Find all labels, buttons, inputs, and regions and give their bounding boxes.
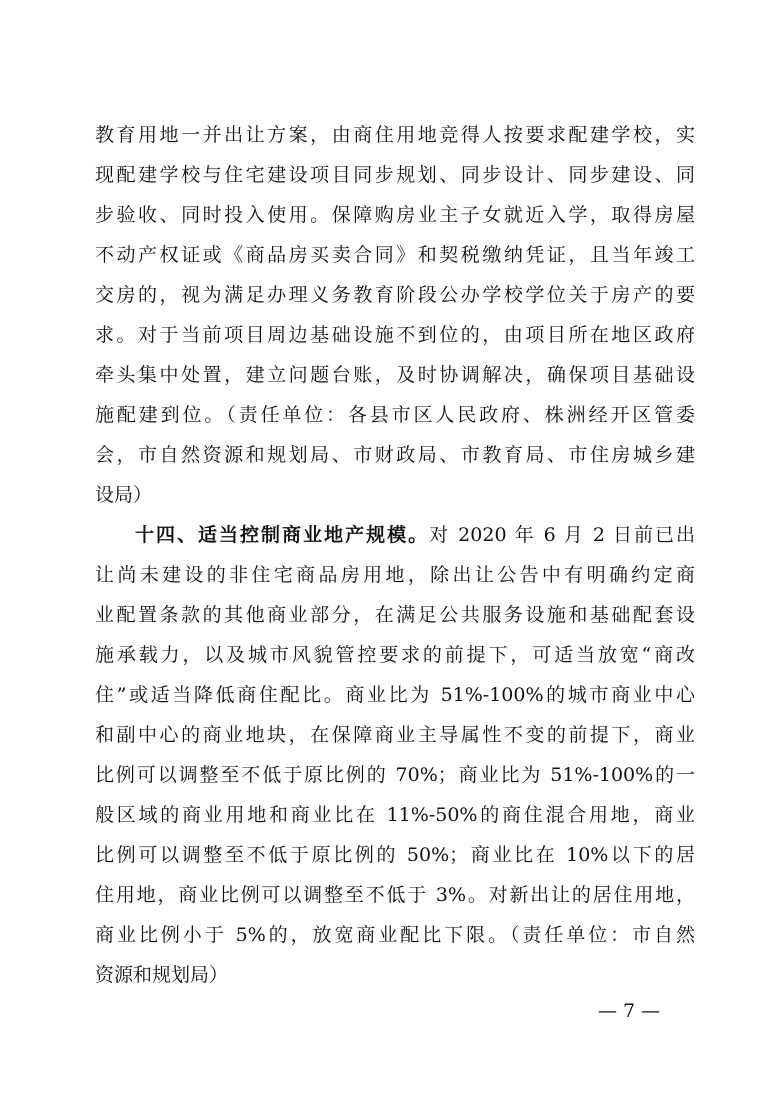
text-line: 牵头集中处置，建立问题台账，及时协调解决，确保项目基础设 [95,364,695,386]
text-line: 般区域的商业用地和商业比在 11%-50%的商住混合用地，商业 [95,804,695,826]
text-line: 商业比例小于 5%的，放宽商业配比下限。（责任单位：市自然 [95,924,695,946]
text-line: 让尚未建设的非住宅商品房用地，除出让公告中有明确约定商 [95,564,695,586]
text-line: 住”或适当降低商住配比。商业比为 51%-100%的城市商业中心 [95,684,695,706]
text-line: 步验收、同时投入使用。保障购房业主子女就近入学，取得房屋 [95,204,695,226]
text-line: 比例可以调整至不低于原比例的 70%；商业比为 51%-100%的一 [95,764,695,786]
text-line: 和副中心的商业地块，在保障商业主导属性不变的前提下，商业 [95,724,695,746]
text-line: 会，市自然资源和规划局、市财政局、市教育局、市住房城乡建 [95,444,695,466]
text-line: 业配置条款的其他商业部分，在满足公共服务设施和基础配套设 [95,604,695,626]
text-line: 求。对于当前项目周边基础设施不到位的，由项目所在地区政府 [95,324,695,346]
text-line: 住用地，商业比例可以调整至不低于 3%。对新出让的居住用地， [95,884,695,906]
text-line: 交房的，视为满足办理义务教育阶段公办学校学位关于房产的要 [95,284,695,306]
text-line: 设局） [95,484,153,506]
body-text [95,115,695,995]
text-line: 不动产权证或《商品房买卖合同》和契税缴纳凭证，且当年竣工 [95,244,695,266]
page-number: — 7 — [598,1000,661,1022]
text-line: 施配建到位。（责任单位：各县市区人民政府、株洲经开区管委 [95,404,695,426]
text-line: 教育用地一并出让方案，由商住用地竞得人按要求配建学校，实 [95,124,695,146]
text-line: 比例可以调整至不低于原比例的 50%；商业比在 10%以下的居 [95,844,695,866]
text-line: 施承载力，以及城市风貌管控要求的前提下，可适当放宽“商改 [95,644,695,666]
section-14-heading: 十四、适当控制商业地产规模。 [135,524,430,546]
section-14-first-line [95,515,695,555]
section-14-first-line-text: 对 2020 年 6 月 2 日前已出 [429,524,695,546]
text-line: 现配建学校与住宅建设项目同步规划、同步设计、同步建设、同 [95,164,695,186]
text-line: 资源和规划局） [95,964,229,986]
